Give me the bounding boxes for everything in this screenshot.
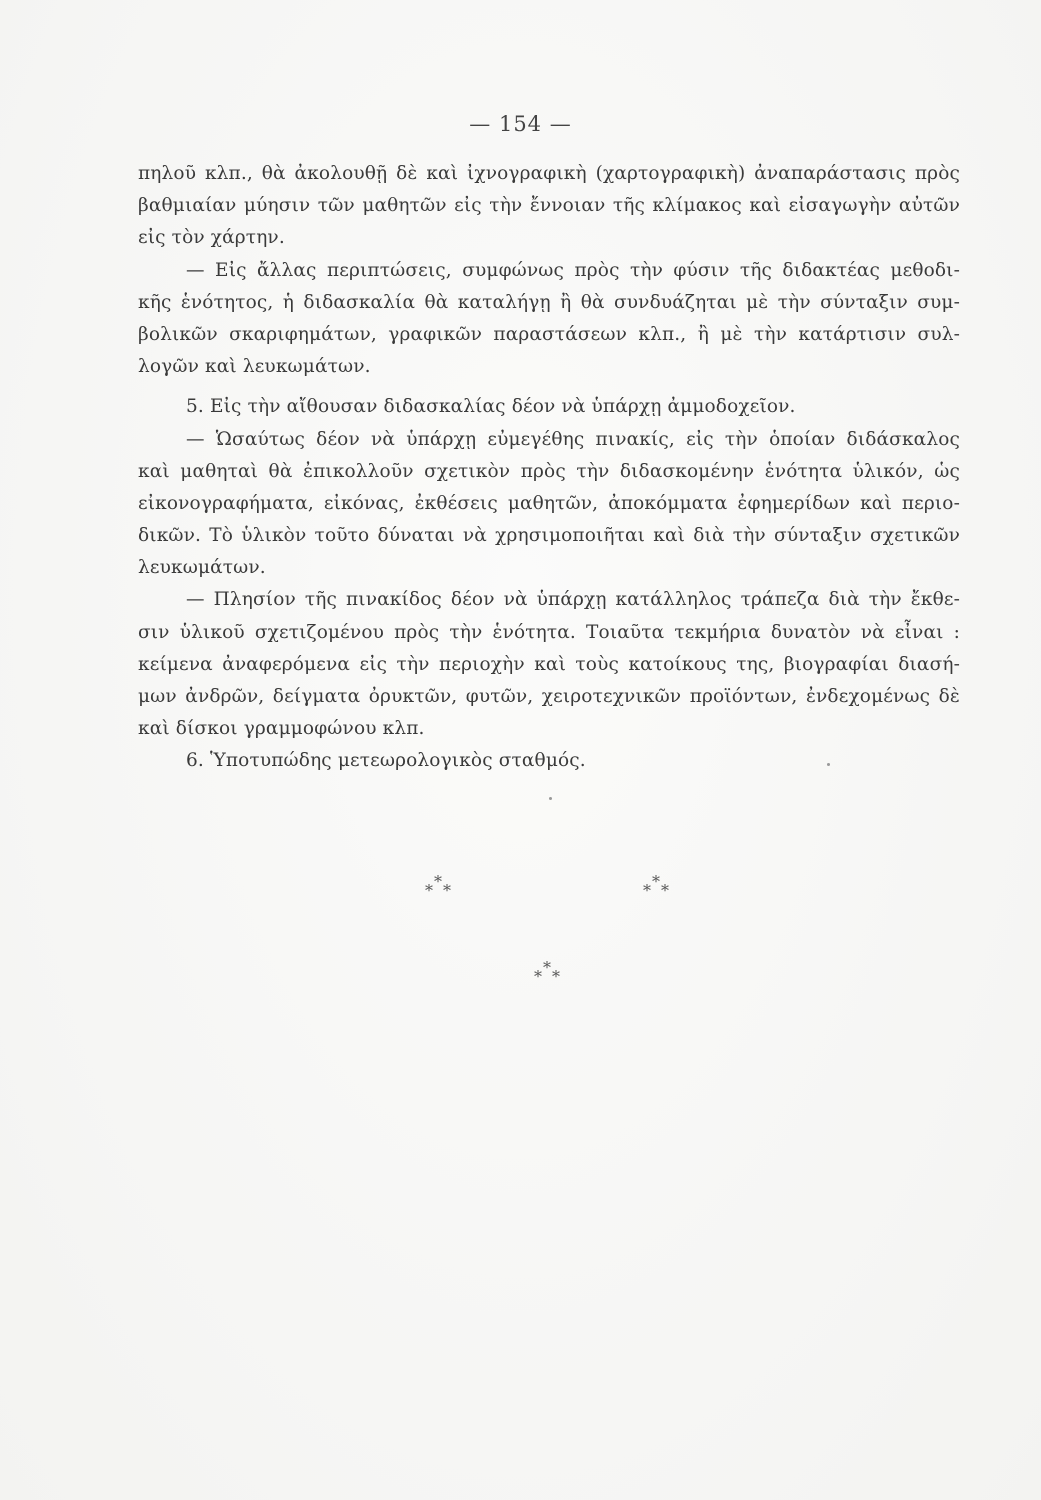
scan-speck xyxy=(549,797,552,800)
scan-speck xyxy=(827,763,830,766)
page-number: — 154 — xyxy=(469,112,572,136)
body-text xyxy=(138,158,960,778)
text-line: καὶ δίσκοι γραμμοφώνου κλπ. xyxy=(138,718,425,740)
text-line: βαθμιαίαν μύησιν τῶν μαθητῶν εἰς τὴν ἔννοιαν τῆς κλίμακος καὶ εἰσαγωγὴν αὐτῶν xyxy=(138,195,960,217)
asterism-center xyxy=(529,958,569,988)
text-line: — Πλησίον τῆς πινακίδος δέον νὰ ὑπάρχῃ κατάλληλος τράπεζα διὰ τὴν ἔκθε- xyxy=(186,589,960,611)
asterisk: * xyxy=(425,881,433,900)
asterisk: * xyxy=(652,872,660,891)
paragraph-gap xyxy=(138,383,960,391)
text-line: εἰκονογραφήματα, εἰκόνας, ἐκθέσεις μαθητῶν, ἀποκόμματα ἐφημερίδων καὶ περιο- xyxy=(138,492,960,514)
text-line: 5. Εἰς τὴν αἴθουσαν διδασκαλίας δέον νὰ ὑπάρχῃ ἀμμοδοχεῖον. xyxy=(186,396,796,418)
text-line: λευκωμάτων. xyxy=(138,557,266,579)
asterisk: * xyxy=(661,881,669,900)
text-line: δικῶν. Τὸ ὑλικὸν τοῦτο δύναται νὰ χρησιμοποιῆται καὶ διὰ τὴν σύνταξιν σχετικῶν xyxy=(138,525,960,547)
asterism-right xyxy=(638,872,678,902)
text-line: μων ἀνδρῶν, δείγματα ὀρυκτῶν, φυτῶν, χειροτεχνικῶν προϊόντων, ἐνδεχομένως δὲ xyxy=(138,686,960,707)
text-line: εἰς τὸν χάρτην. xyxy=(138,227,285,249)
text-line: κείμενα ἀναφερόμενα εἰς τὴν περιοχὴν καὶ τοὺς κατοίκους της, βιογραφίαι διασή- xyxy=(138,653,960,675)
asterisk: * xyxy=(552,967,560,986)
text-line: — Εἰς ἄλλας περιπτώσεις, συμφώνως πρὸς τὴν φύσιν τῆς διδακτέας μεθοδι- xyxy=(186,259,960,281)
asterisk: * xyxy=(434,872,442,891)
text-line: σιν ὑλικοῦ σχετιζομένου πρὸς τὴν ἑνότητα. Τοιαῦτα τεκμήρια δυνατὸν νὰ εἶναι : xyxy=(138,621,960,643)
asterism-left xyxy=(420,872,460,902)
text-line: καὶ μαθηταὶ θὰ ἐπικολλοῦν σχετικὸν πρὸς τὴν διδασκομένην ἑνότητα ὑλικόν, ὡς xyxy=(138,460,960,482)
asterisk: * xyxy=(543,958,551,977)
text-line: πηλοῦ κλπ., θὰ ἀκολουθῇ δὲ καὶ ἰχνογραφικὴ (χαρτογραφικὴ) ἀναπαράστασις πρὸς xyxy=(138,163,960,184)
asterisk: * xyxy=(534,967,542,986)
text-line: κῆς ἑνότητος, ἡ διδασκαλία θὰ καταλήγῃ ἢ θὰ συνδυάζηται μὲ τὴν σύνταξιν συμ- xyxy=(138,291,960,313)
text-line: λογῶν καὶ λευκωμάτων. xyxy=(138,356,371,378)
asterisk: * xyxy=(643,881,651,900)
text-line: 6. Ὑποτυπώδης μετεωρολογικὸς σταθμός. xyxy=(186,750,586,772)
text-line: βολικῶν σκαριφημάτων, γραφικῶν παραστάσεων κλπ., ἢ μὲ τὴν κατάρτισιν συλ- xyxy=(138,323,960,345)
text-line: — Ὡσαύτως δέον νὰ ὑπάρχῃ εὐμεγέθης πινακίς, εἰς τὴν ὁποίαν διδάσκαλος xyxy=(186,428,960,450)
asterisk: * xyxy=(443,881,451,900)
